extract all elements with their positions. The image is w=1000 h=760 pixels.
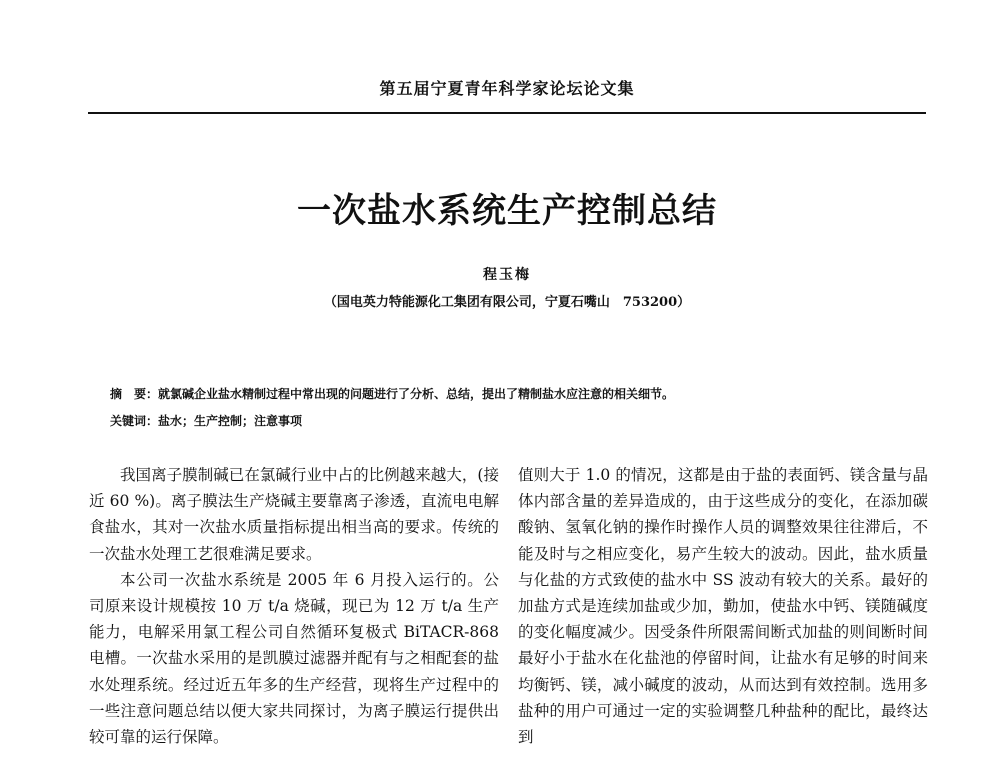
body-paragraph: 值则大于 1.0 的情况，这都是由于盐的表面钙、镁含量与晶体内部含量的差异造成的，由于这些成分的变化，在添加碳酸钠、氢氧化钠的操作时操作人员的调整效果往往滞后，不能及时与之相应变化，易产生较大的波动。因此，盐水质量与化盐的方式致使的盐水中 SS 波动有较大的关系。最好的加盐方式是连续加盐或少加，勤加，使盐水中钙、镁随碱度的变化幅度减少。因受条件所限需间断式加盐的则间断时间最好小于盐水在化盐池的停留时间，让盐水有足够的时间来均衡钙、镁，减小碱度的波动，从而达到有效控制。选用多盐种的用户可通过一定的实验调整几种盐种的配比，最终达到 [518, 466, 928, 747]
abstract-label: 摘 要： [110, 387, 159, 401]
body-paragraph: 我国离子膜制碱已在氯碱行业中占的比例越来越大，(接近 60 %)。离子膜法生产烧碱主要靠离子渗透，直流电电解食盐水，其对一次盐水质量指标提出相当高的要求。传统的一次盐水处理工艺很难满足要求。 [89, 466, 499, 563]
abstract [110, 385, 674, 402]
body-paragraph: 本公司一次盐水系统是 2005 年 6 月投入运行的。公司原来设计规模按 10 万 t/a 烧碱，现已为 12 万 t/a 生产能力，电解采用氯工程公司自然循环复极式 BiTACR-868 电槽。一次盐水采用的是凯膜过滤器并配有与之相配套的盐水处理系统。经过近五年多的生产经营，现将生产过程中的一些注意问题总结以便大家共同探讨，为离子膜运行提供出较可靠的运行保障。 [89, 570, 499, 747]
body-column-left [89, 462, 499, 750]
running-header: 第五届宁夏青年科学家论坛论文集 [379, 79, 635, 98]
keywords-label: 关键词： [110, 414, 159, 428]
keywords [110, 412, 302, 429]
author-name: 程玉梅 [483, 267, 531, 283]
header-rule [88, 112, 926, 114]
body-column-right [518, 462, 928, 750]
abstract-text: 就氯碱企业盐水精制过程中常出现的问题进行了分析、总结，提出了精制盐水应注意的相关细节。 [158, 387, 675, 401]
author-affiliation: （国电英力特能源化工集团有限公司，宁夏石嘴山 753200） [323, 295, 691, 310]
keywords-text: 盐水；生产控制；注意事项 [158, 414, 303, 428]
article-title: 一次盐水系统生产控制总结 [297, 191, 717, 231]
